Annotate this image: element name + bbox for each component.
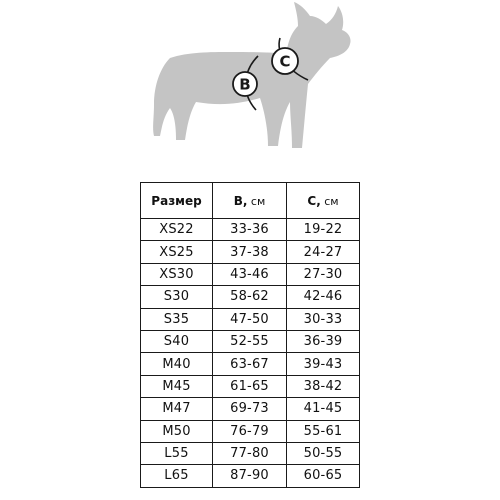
size-cell: XS22 (141, 219, 213, 241)
table-row (141, 241, 360, 263)
header-c-unit: см (320, 194, 339, 208)
b-cell: 77-80 (213, 442, 287, 464)
size-cell: M40 (141, 353, 213, 375)
size-cell: M50 (141, 420, 213, 442)
table-row (141, 353, 360, 375)
b-cell: 43-46 (213, 263, 287, 285)
table-row (141, 219, 360, 241)
size-cell: XS30 (141, 263, 213, 285)
size-cell: L55 (141, 442, 213, 464)
c-cell: 24-27 (287, 241, 360, 263)
header-c-letter: C, (307, 193, 321, 208)
header-b (213, 183, 287, 219)
french-bulldog-silhouette-icon (140, 0, 370, 160)
table-row (141, 263, 360, 285)
table-row (141, 375, 360, 397)
size-cell: S40 (141, 330, 213, 352)
size-cell: L65 (141, 465, 213, 487)
marker-c-label: C (279, 52, 291, 71)
size-cell: M47 (141, 398, 213, 420)
b-cell: 47-50 (213, 308, 287, 330)
header-b-unit: см (247, 194, 266, 208)
b-cell: 87-90 (213, 465, 287, 487)
c-cell: 27-30 (287, 263, 360, 285)
header-c (287, 183, 360, 219)
size-cell: M45 (141, 375, 213, 397)
header-b-letter: B, (233, 193, 248, 208)
table-row (141, 465, 360, 487)
size-cell: XS25 (141, 241, 213, 263)
table-row (141, 308, 360, 330)
table-row (141, 286, 360, 308)
size-cell: S30 (141, 286, 213, 308)
marker-b-label: B (239, 75, 251, 94)
c-cell: 41-45 (287, 398, 360, 420)
c-cell: 30-33 (287, 308, 360, 330)
c-cell: 60-65 (287, 465, 360, 487)
b-cell: 58-62 (213, 286, 287, 308)
c-cell: 55-61 (287, 420, 360, 442)
c-cell: 19-22 (287, 219, 360, 241)
size-cell: S35 (141, 308, 213, 330)
c-cell: 39-43 (287, 353, 360, 375)
b-cell: 33-36 (213, 219, 287, 241)
b-cell: 37-38 (213, 241, 287, 263)
b-cell: 61-65 (213, 375, 287, 397)
c-cell: 38-42 (287, 375, 360, 397)
header-size (141, 183, 213, 219)
b-cell: 52-55 (213, 330, 287, 352)
table-row (141, 442, 360, 464)
size-chart-table (140, 182, 360, 488)
dog-size-illustration (140, 0, 370, 160)
table-row (141, 398, 360, 420)
c-cell: 36-39 (287, 330, 360, 352)
b-cell: 76-79 (213, 420, 287, 442)
table-row (141, 330, 360, 352)
header-size-label: Размер (151, 193, 202, 208)
b-cell: 69-73 (213, 398, 287, 420)
b-cell: 63-67 (213, 353, 287, 375)
table-row (141, 420, 360, 442)
c-cell: 42-46 (287, 286, 360, 308)
c-cell: 50-55 (287, 442, 360, 464)
table-header-row (141, 183, 360, 219)
